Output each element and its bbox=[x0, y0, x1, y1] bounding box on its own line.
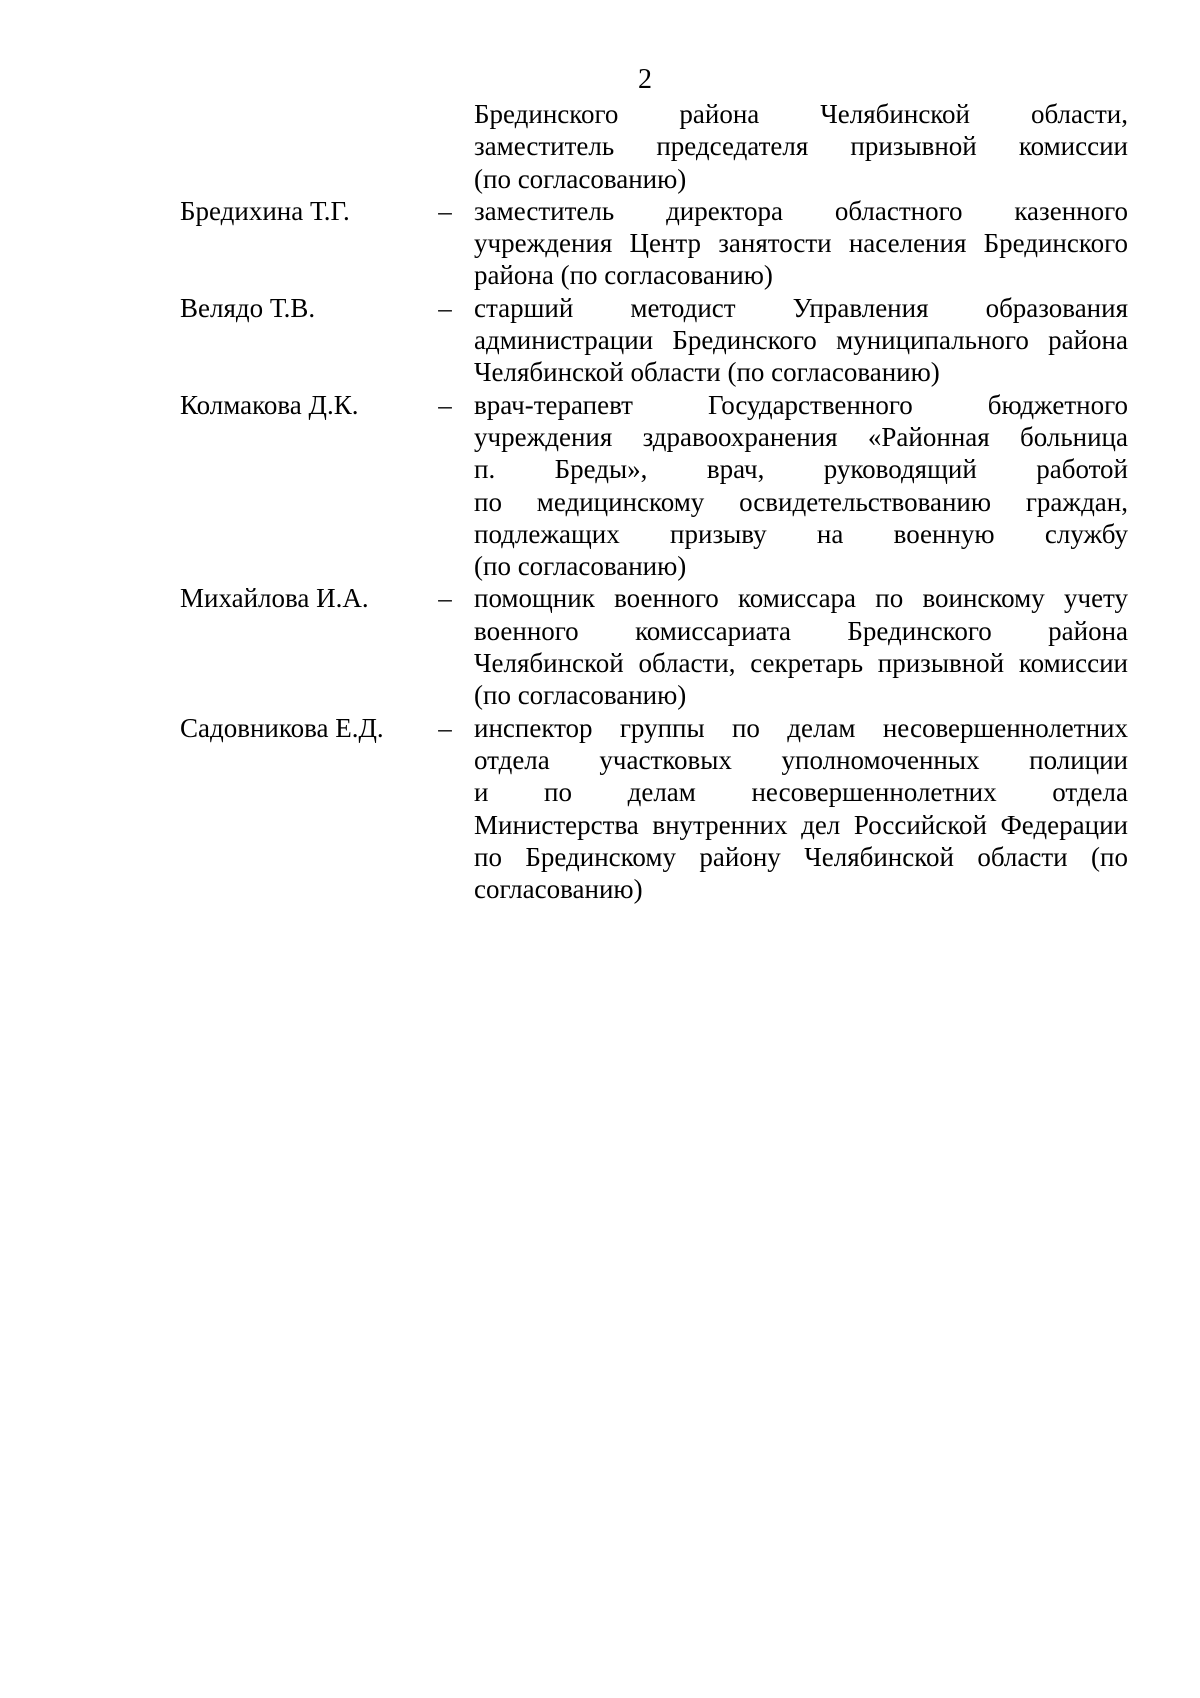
description-line: п. Бреды», врач, руководящий работой bbox=[474, 454, 1128, 485]
description-line: Челябинской области, секретарь призывной комиссии bbox=[474, 648, 1128, 679]
member-name: Бредихина Т.Г. bbox=[180, 195, 350, 226]
description-line: и по делам несовершеннолетних отдела bbox=[474, 777, 1128, 808]
member-entry-bredikhina bbox=[0, 195, 1200, 292]
member-description bbox=[474, 582, 1128, 711]
member-entry-sadovnikova bbox=[0, 712, 1200, 906]
description-line: (по согласованию) bbox=[474, 680, 687, 711]
member-entry-kolmakova bbox=[0, 389, 1200, 583]
dash-separator: – bbox=[438, 389, 452, 420]
description-line: помощник военного комиссара по воинскому учету bbox=[474, 583, 1128, 614]
description-line: отдела участковых уполномоченных полиции bbox=[474, 744, 1128, 775]
commission-member-list bbox=[0, 98, 1200, 905]
member-description bbox=[474, 292, 1128, 389]
description-line: врач-терапевт Государственного бюджетного bbox=[474, 389, 1128, 420]
dash-separator: – bbox=[438, 292, 452, 323]
description-line: подлежащих призыву на военную службу bbox=[474, 518, 1128, 549]
member-description bbox=[474, 195, 1128, 292]
member-entry-mikhailova bbox=[0, 582, 1200, 711]
description-line: района (по согласованию) bbox=[474, 260, 773, 291]
description-line: по медицинскому освидетельствованию граждан, bbox=[474, 486, 1128, 517]
member-name: Садовникова Е.Д. bbox=[180, 712, 384, 743]
description-line: заместитель директора областного казенного bbox=[474, 195, 1128, 226]
description-line: учреждения здравоохранения «Районная больница bbox=[474, 421, 1128, 452]
dash-separator: – bbox=[438, 195, 452, 226]
member-name: Михайлова И.А. bbox=[180, 583, 369, 614]
page-number: 2 bbox=[638, 64, 652, 95]
member-entry-velyado bbox=[0, 292, 1200, 389]
description-line: по Брединскому району Челябинской области (по bbox=[474, 841, 1128, 872]
continuation-description bbox=[474, 98, 1128, 195]
description-line: старший методист Управления образования bbox=[474, 292, 1128, 323]
member-name: Колмакова Д.К. bbox=[180, 389, 359, 420]
member-description bbox=[474, 389, 1128, 583]
member-description bbox=[474, 712, 1128, 906]
description-line: администрации Брединского муниципального района bbox=[474, 325, 1128, 356]
dash-separator: – bbox=[438, 712, 452, 743]
description-line: (по согласованию) bbox=[474, 163, 687, 194]
continuation-entry bbox=[0, 98, 1200, 195]
description-line: военного комиссариата Брединского района bbox=[474, 615, 1128, 646]
description-line: инспектор группы по делам несовершеннолетних bbox=[474, 712, 1128, 743]
dash-separator: – bbox=[438, 583, 452, 614]
description-line: (по согласованию) bbox=[474, 551, 687, 582]
member-name: Велядо Т.В. bbox=[180, 292, 316, 323]
description-line: Челябинской области (по согласованию) bbox=[474, 357, 940, 388]
description-line: учреждения Центр занятости населения Брединского bbox=[474, 228, 1128, 259]
description-line: заместитель председателя призывной комиссии bbox=[474, 131, 1128, 162]
description-line: согласованию) bbox=[474, 874, 643, 905]
description-line: Министерства внутренних дел Российской Федерации bbox=[474, 809, 1128, 840]
description-line: Брединского района Челябинской области, bbox=[474, 99, 1128, 129]
